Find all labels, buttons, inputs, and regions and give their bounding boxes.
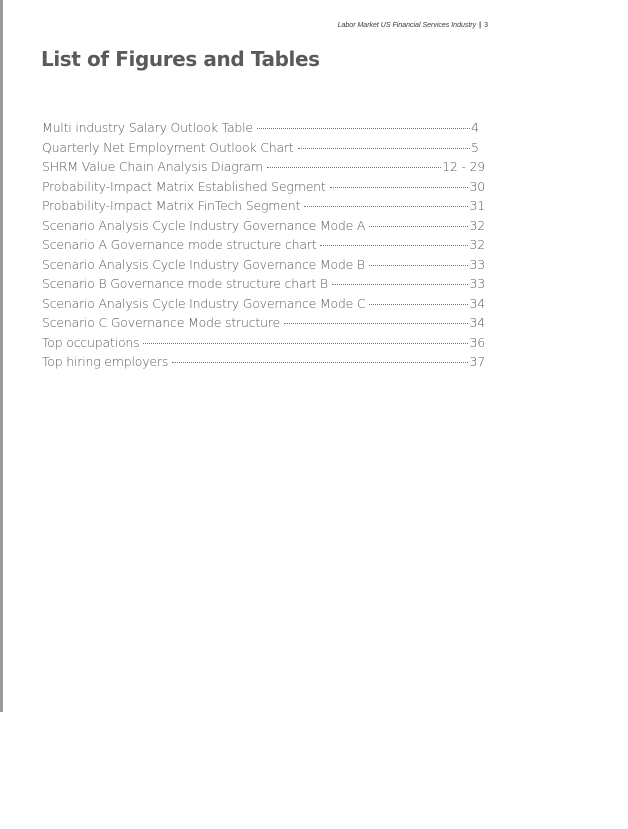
dot-leader [332,284,469,285]
dot-leader [304,206,468,207]
toc-entry-page: 4 [471,120,479,135]
toc-entry-page: 12 - 29 [442,159,485,174]
toc-entry-label: Top hiring employers [42,354,169,369]
toc-entry-page: 33 [469,256,485,272]
toc-entry[interactable] [42,120,485,140]
toc-entry[interactable] [42,140,485,160]
page-edge-rule [0,0,3,712]
toc-entry[interactable] [42,354,485,374]
toc-entry-page: 37 [469,354,485,369]
toc-entry-label: Scenario C Governance Mode structure [42,315,280,330]
toc-entry-label: Scenario Analysis Cycle Industry Governance Mode C [42,295,366,311]
toc-entry[interactable] [42,335,485,355]
dot-leader [284,323,469,324]
toc-entry[interactable] [42,159,485,179]
toc-entry-label: Scenario B Governance mode structure chart B [42,276,328,291]
toc-entry[interactable] [42,218,485,238]
toc-entry-page: 30 [469,178,485,194]
toc-entry-page: 36 [469,334,485,350]
toc-entry-page: 32 [469,217,485,233]
toc-entry-page: 33 [469,276,485,291]
dot-leader [298,148,470,149]
toc-entry-page: 31 [469,198,485,213]
dot-leader [257,128,470,129]
toc-entry-label: Multi industry Salary Outlook Table [42,120,253,135]
dot-leader [369,304,468,305]
toc-entry-label: Probability-Impact Matrix Established Segment [42,178,326,194]
dot-leader [320,245,468,246]
toc-entry[interactable] [42,198,485,218]
page-title: List of Figures and Tables [41,47,320,71]
toc-entry-page: 32 [469,237,485,252]
toc-entry-label: Top occupations [42,334,140,350]
page-number: 3 [484,22,488,29]
toc-entry-page: 5 [471,139,479,155]
toc-entry-label: Probability-Impact Matrix FinTech Segment [42,198,301,213]
running-header [338,22,488,29]
toc-entry-page: 34 [469,295,485,311]
dot-leader [143,343,468,344]
toc-entry[interactable] [42,315,485,335]
toc-entry-label: Scenario Analysis Cycle Industry Governance Mode A [42,217,366,233]
toc-entry[interactable] [42,296,485,316]
toc-entry-label: Scenario A Governance mode structure chart [42,237,317,252]
dot-leader [267,167,441,168]
dot-leader [172,362,468,363]
toc-entry-label: Quarterly Net Employment Outlook Chart [42,139,294,155]
toc-entry[interactable] [42,276,485,296]
dot-leader [330,187,469,188]
toc-entry[interactable] [42,179,485,199]
figures-table-list [42,120,485,374]
toc-entry-label: Scenario Analysis Cycle Industry Governance Mode B [42,256,365,272]
running-header-separator: | [479,22,482,29]
toc-entry-label: SHRM Value Chain Analysis Diagram [42,159,263,174]
running-header-title: Labor Market US Financial Services Industry [337,22,477,29]
toc-entry[interactable] [42,257,485,277]
dot-leader [369,265,469,266]
dot-leader [369,226,468,227]
toc-entry-page: 34 [469,315,485,330]
toc-entry[interactable] [42,237,485,257]
